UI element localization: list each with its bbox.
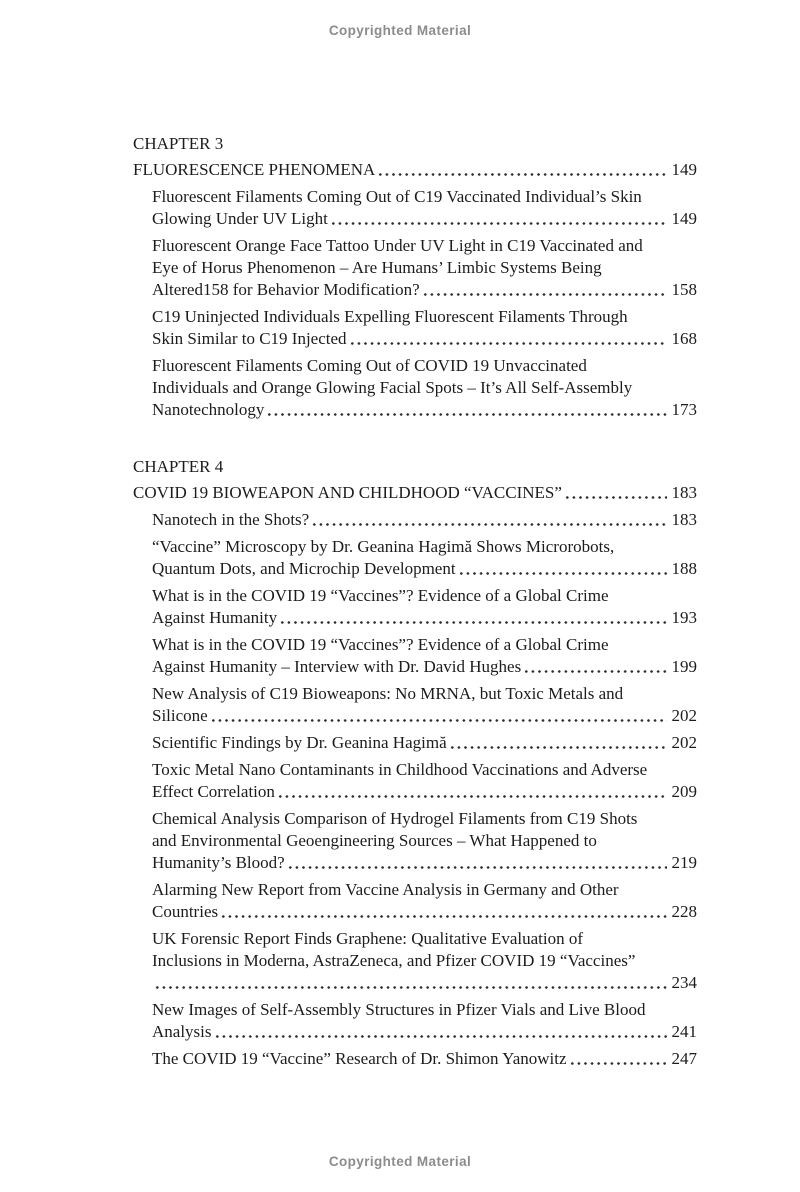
toc-entry-line: New Images of Self-Assembly Structures in Pfizer Vials and Live Blood — [152, 1000, 646, 1019]
page-number: 168 — [671, 329, 697, 348]
toc-entry-line: What is in the COVID 19 “Vaccines”? Evidence of a Global Crime — [152, 586, 609, 605]
toc-entry-line: Chemical Analysis Comparison of Hydrogel Filaments from C19 Shots — [152, 809, 638, 828]
toc-leader-row — [152, 607, 697, 629]
page-number: 199 — [671, 657, 697, 676]
chapter-label: CHAPTER 3 — [133, 134, 224, 153]
toc-entry-line: Quantum Dots, and Microchip Development — [152, 559, 456, 578]
toc-leader-row — [152, 1021, 697, 1043]
toc-leader-row — [152, 279, 697, 301]
page-number: 247 — [671, 1049, 697, 1068]
toc-entry-line: Glowing Under UV Light — [152, 209, 328, 228]
toc-leader-row — [152, 558, 697, 580]
toc-entry — [152, 355, 697, 421]
toc-entry-line: Against Humanity — [152, 608, 278, 627]
toc-leader-row — [152, 901, 697, 923]
toc-entry — [152, 879, 697, 923]
toc-entry-line: Against Humanity – Interview with Dr. David Hughes — [152, 657, 522, 676]
page-number: 149 — [671, 160, 697, 179]
copyrighted-material-header: Copyrighted Material — [328, 23, 472, 38]
page-number: 209 — [671, 782, 697, 801]
toc-entry-line: Fluorescent Orange Face Tattoo Under UV Light in C19 Vaccinated and — [152, 236, 643, 255]
toc-leader-row — [152, 852, 697, 874]
page-number: 228 — [671, 902, 697, 921]
page-number: 183 — [671, 483, 697, 502]
toc-leader-row — [152, 208, 697, 230]
toc — [133, 133, 697, 1070]
toc-entry-line: Nanotechnology — [152, 400, 265, 419]
toc-entry-line: Scientific Findings by Dr. Geanina Hagimă — [152, 733, 447, 752]
toc-entry-line: Fluorescent Filaments Coming Out of COVID 19 Unvaccinated — [152, 356, 587, 375]
toc-entry — [152, 759, 697, 803]
toc-entry-line: Effect Correlation — [152, 782, 275, 801]
toc-entry-line: Countries — [152, 902, 219, 921]
toc-entry — [152, 509, 697, 531]
toc-entry — [152, 536, 697, 580]
copyrighted-material-footer: Copyrighted Material — [328, 1154, 472, 1169]
dot-leader — [349, 339, 667, 347]
page-number: 193 — [671, 608, 697, 627]
page-number: 202 — [671, 733, 697, 752]
toc-entry-line: Altered158 for Behavior Modification? — [152, 280, 420, 299]
page-number: 219 — [671, 853, 697, 872]
toc-entry-line: Nanotech in the Shots? — [152, 510, 310, 529]
toc-entry — [152, 999, 697, 1043]
toc-entry-line: The COVID 19 “Vaccine” Research of Dr. Shimon Yanowitz — [152, 1049, 567, 1068]
toc-entry-line: Toxic Metal Nano Contaminants in Childhood Vaccinations and Adverse — [152, 760, 648, 779]
toc-entry-line: “Vaccine” Microscopy by Dr. Geanina Hagimă Shows Microrobots, — [152, 537, 615, 556]
toc-entry-line: Alarming New Report from Vaccine Analysis in Germany and Other — [152, 880, 619, 899]
page-number: 241 — [671, 1022, 697, 1041]
dot-leader — [330, 219, 667, 227]
toc-leader-row — [152, 509, 697, 531]
dot-leader — [287, 863, 667, 871]
toc-leader-row — [152, 732, 697, 754]
toc-entry — [152, 585, 697, 629]
toc-leader-row — [152, 399, 697, 421]
chapter-label: CHAPTER 4 — [133, 457, 224, 476]
chapter-title: COVID 19 BIOWEAPON AND CHILDHOOD “VACCINES” — [133, 483, 562, 502]
dot-leader — [220, 912, 666, 920]
toc-entry — [152, 928, 697, 994]
toc-leader-row — [152, 656, 697, 678]
toc-entry — [152, 732, 697, 754]
dot-leader — [523, 667, 666, 675]
dot-leader — [422, 290, 667, 298]
toc-entry-line: C19 Uninjected Individuals Expelling Fluorescent Filaments Through — [152, 307, 628, 326]
dot-leader — [279, 618, 666, 626]
dot-leader — [277, 792, 667, 800]
toc-leader-row — [133, 159, 697, 181]
toc-entry-line: Skin Similar to C19 Injected — [152, 329, 347, 348]
toc-leader-row — [152, 1048, 697, 1070]
dot-leader — [569, 1059, 667, 1067]
toc-entry-line: Fluorescent Filaments Coming Out of C19 Vaccinated Individual’s Skin — [152, 187, 642, 206]
toc-leader-row — [133, 482, 697, 504]
toc-entry-line: What is in the COVID 19 “Vaccines”? Evidence of a Global Crime — [152, 635, 609, 654]
toc-entry — [152, 186, 697, 230]
toc-entry — [152, 808, 697, 874]
page-number: 202 — [671, 706, 697, 725]
toc-entry-line: and Environmental Geoengineering Sources – What Happened to — [152, 831, 597, 850]
page-number: 173 — [671, 400, 697, 419]
toc-entry-line: UK Forensic Report Finds Graphene: Qualitative Evaluation of — [152, 929, 584, 948]
page-number: 158 — [671, 280, 697, 299]
toc-leader-row — [152, 328, 697, 350]
dot-leader — [377, 170, 666, 178]
toc-entry-line: Silicone — [152, 706, 208, 725]
dot-leader — [154, 983, 667, 991]
toc-section — [133, 456, 697, 1070]
toc-entry — [152, 683, 697, 727]
toc-entry — [152, 634, 697, 678]
toc-entry-line: Inclusions in Moderna, AstraZeneca, and Pfizer COVID 19 “Vaccines” — [152, 951, 636, 970]
toc-leader-row — [152, 705, 697, 727]
toc-entry — [152, 306, 697, 350]
page-number: 234 — [671, 973, 697, 992]
toc-entry — [152, 1048, 697, 1070]
toc-entry — [152, 235, 697, 301]
toc-entry-line: Eye of Horus Phenomenon – Are Humans’ Limbic Systems Being — [152, 258, 602, 277]
dot-leader — [564, 493, 667, 501]
dot-leader — [266, 410, 666, 418]
toc-entry-line: New Analysis of C19 Bioweapons: No MRNA, but Toxic Metals and — [152, 684, 624, 703]
dot-leader — [214, 1032, 667, 1040]
dot-leader — [458, 569, 667, 577]
toc-section — [133, 133, 697, 421]
dot-leader — [449, 743, 667, 751]
toc-entry-line: Individuals and Orange Glowing Facial Spots – It’s All Self-Assembly — [152, 378, 633, 397]
page-number: 149 — [671, 209, 697, 228]
dot-leader — [210, 716, 667, 724]
toc-entry-line: Analysis — [152, 1022, 212, 1041]
toc-leader-row — [152, 781, 697, 803]
chapter-title: FLUORESCENCE PHENOMENA — [133, 160, 376, 179]
dot-leader — [311, 520, 666, 528]
toc-leader-row — [152, 972, 697, 994]
toc-entry-line: Humanity’s Blood? — [152, 853, 285, 872]
page-number: 183 — [671, 510, 697, 529]
page-number: 188 — [671, 559, 697, 578]
